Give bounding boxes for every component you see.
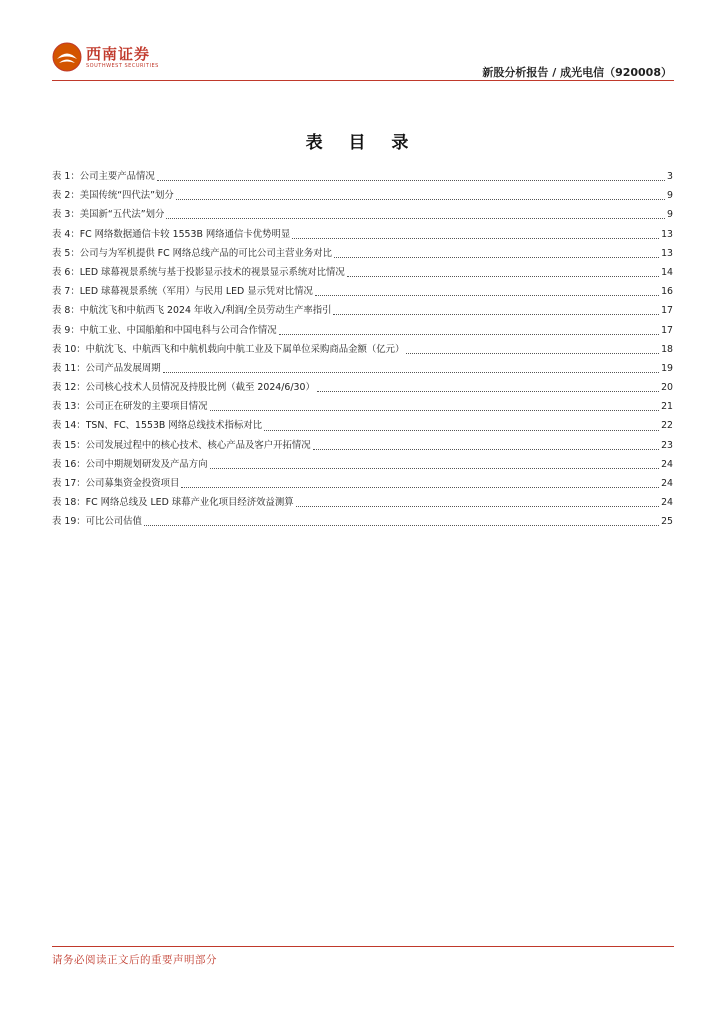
toc-entry-page[interactable]: 20 (661, 382, 673, 394)
toc-entry[interactable] (52, 398, 673, 417)
toc-entry[interactable] (52, 437, 673, 456)
toc-entry-number: 表 4： (52, 228, 80, 240)
toc-leader-dots (317, 391, 659, 392)
toc-entry-number: 表 11： (52, 362, 86, 374)
toc-entry-title[interactable]: 公司发展过程中的核心技术、核心产品及客户开拓情况 (85, 439, 311, 451)
toc-leader-dots (176, 199, 665, 200)
toc-leader-dots (313, 449, 659, 450)
toc-entry-title[interactable]: 中航沈飞、中航西飞和中航机载向中航工业及下属单位采购商品金额（亿元） (85, 343, 405, 355)
toc-entry-number: 表 10： (52, 343, 86, 355)
toc-entry[interactable] (52, 302, 673, 321)
toc-entry-page[interactable]: 22 (661, 420, 673, 432)
toc-entry-title[interactable]: 中航工业、中国船舶和中国电科与公司合作情况 (79, 324, 277, 336)
toc-entry-number: 表 8： (52, 305, 80, 317)
toc-entry-page[interactable]: 16 (661, 286, 673, 298)
toc-entry-page[interactable]: 25 (661, 516, 673, 528)
toc-entry-number: 表 18： (52, 497, 86, 509)
toc-entry-title[interactable]: 公司产品发展周期 (85, 362, 161, 374)
toc-entry-number: 表 16： (52, 458, 86, 470)
toc-entry-number: 表 3： (52, 209, 80, 221)
toc-leader-dots (144, 525, 659, 526)
toc-entry-page[interactable]: 24 (661, 497, 673, 509)
toc-entry-page[interactable]: 24 (661, 458, 673, 470)
toc-leader-dots (210, 468, 660, 469)
toc-entry[interactable] (52, 226, 673, 245)
toc-entry[interactable] (52, 322, 673, 341)
toc-entry-number: 表 7： (52, 286, 80, 298)
toc-entry-title[interactable]: 美国传统“四代法”划分 (79, 190, 174, 202)
page-header (0, 0, 724, 86)
toc-title: 表 目 录 (305, 133, 419, 153)
toc-leader-dots (166, 218, 665, 219)
toc-entry[interactable] (52, 341, 673, 360)
toc-entry[interactable] (52, 360, 673, 379)
logo-text-en: SOUTHWEST SECURITIES (86, 63, 159, 69)
footer-disclaimer: 请务必阅读正文后的重要声明部分 (52, 954, 217, 966)
toc-entry-number: 表 14： (52, 420, 86, 432)
toc-entry-title[interactable]: 公司募集资金投资项目 (85, 478, 180, 489)
toc-entry-title[interactable]: 公司主要产品情况 (79, 171, 155, 182)
toc-entry-title[interactable]: LED 球幕视景系统（军用）与民用 LED 显示凭对比情况 (79, 286, 313, 298)
toc-entry-number: 表 19： (52, 516, 86, 528)
toc-entry[interactable] (52, 456, 673, 475)
toc-entry[interactable] (52, 206, 673, 225)
table-of-tables (52, 168, 673, 533)
toc-entry-title[interactable]: 美国新“五代法”划分 (79, 209, 165, 221)
toc-leader-dots (406, 353, 659, 354)
toc-entry-title[interactable]: 公司正在研发的主要项目情况 (85, 401, 208, 413)
toc-entry-page[interactable]: 3 (667, 171, 673, 182)
toc-leader-dots (279, 334, 659, 335)
toc-leader-dots (163, 372, 659, 373)
toc-entry[interactable] (52, 264, 673, 283)
toc-leader-dots (296, 506, 659, 507)
toc-entry-page[interactable]: 14 (661, 266, 673, 278)
toc-entry[interactable] (52, 245, 673, 264)
toc-entry-title[interactable]: TSN、FC、1553B 网络总线技术指标对比 (85, 420, 263, 432)
toc-entry-page[interactable]: 19 (661, 362, 673, 374)
toc-entry-title[interactable]: 公司中期规划研发及产品方向 (85, 458, 208, 470)
company-logo (52, 42, 162, 76)
toc-entry-number: 表 2： (52, 190, 80, 202)
logo-icon (52, 42, 82, 72)
toc-entry-title[interactable]: 中航沈飞和中航西飞 2024 年收入/利润/全员劳动生产率指引 (79, 305, 332, 317)
toc-entry-page[interactable]: 23 (661, 439, 673, 451)
toc-leader-dots (157, 180, 665, 181)
toc-entry-page[interactable]: 18 (661, 343, 673, 355)
toc-entry[interactable] (52, 475, 673, 494)
footer-divider (52, 946, 674, 947)
toc-entry[interactable] (52, 283, 673, 302)
toc-entry-number: 表 5： (52, 247, 80, 259)
toc-entry-page[interactable]: 17 (661, 305, 673, 317)
toc-entry[interactable] (52, 494, 673, 513)
toc-entry-number: 表 6： (52, 266, 80, 278)
toc-entry-page[interactable]: 13 (661, 228, 673, 240)
toc-entry-title[interactable]: LED 球幕视景系统与基于投影显示技术的视景显示系统对比情况 (79, 266, 345, 278)
toc-leader-dots (334, 257, 659, 258)
toc-entry-title[interactable]: FC 网络总线及 LED 球幕产业化项目经济效益测算 (85, 497, 294, 509)
toc-entry-title[interactable]: FC 网络数据通信卡较 1553B 网络通信卡优势明显 (79, 228, 291, 240)
toc-entry-number: 表 13： (52, 401, 86, 413)
toc-entry-title[interactable]: 可比公司估值 (85, 516, 142, 528)
toc-leader-dots (210, 410, 660, 411)
toc-entry-page[interactable]: 21 (661, 401, 673, 413)
toc-entry[interactable] (52, 417, 673, 436)
toc-entry-page[interactable]: 13 (661, 247, 673, 259)
toc-leader-dots (333, 314, 659, 315)
toc-entry-page[interactable]: 9 (667, 190, 673, 202)
toc-entry-title[interactable]: 公司核心技术人员情况及持股比例（截至 2024/6/30） (85, 382, 315, 394)
logo-text-cn: 西南证券 (86, 45, 151, 63)
toc-entry-number: 表 17： (52, 478, 86, 489)
header-divider (52, 80, 674, 81)
toc-entry-page[interactable]: 24 (661, 478, 673, 489)
toc-entry[interactable] (52, 187, 673, 206)
toc-entry-number: 表 15： (52, 439, 86, 451)
toc-entry-page[interactable]: 17 (661, 324, 673, 336)
toc-entry[interactable] (52, 379, 673, 398)
report-label: 新股分析报告 / 成光电信（920008） (482, 66, 672, 79)
toc-leader-dots (264, 430, 659, 431)
toc-entry-title[interactable]: 公司与为军机提供 FC 网络总线产品的可比公司主营业务对比 (79, 247, 332, 259)
toc-leader-dots (181, 487, 659, 488)
toc-entry-number: 表 1： (52, 171, 80, 182)
toc-leader-dots (315, 295, 659, 296)
toc-entry[interactable] (52, 168, 673, 187)
toc-leader-dots (292, 238, 659, 239)
toc-entry-number: 表 9： (52, 324, 80, 336)
toc-entry-page[interactable]: 9 (667, 209, 673, 221)
toc-entry-number: 表 12： (52, 382, 86, 394)
toc-entry[interactable] (52, 513, 673, 532)
toc-leader-dots (347, 276, 659, 277)
